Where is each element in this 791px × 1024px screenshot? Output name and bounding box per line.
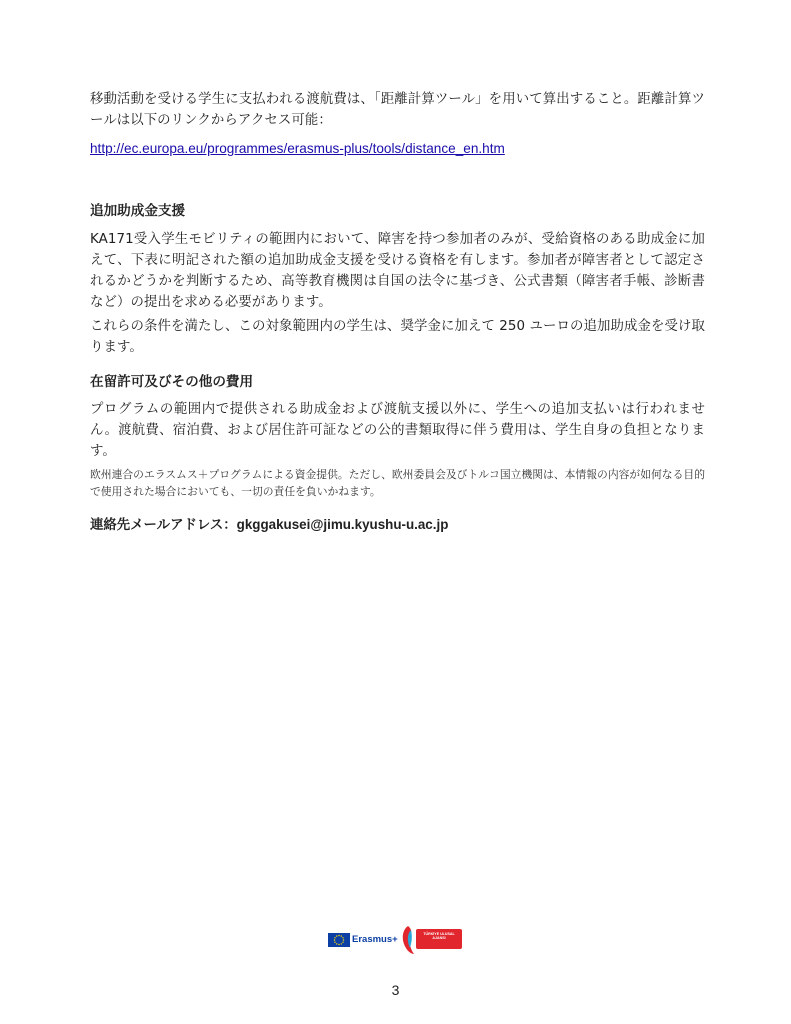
additional-support-paragraph-2: これらの条件を満たし、この対象範囲内の学生は、奨学金に加えて 250 ユーロの追加助成金を受け取ります。 — [90, 319, 705, 355]
residence-permit-heading: 在留許可及びその他の費用 — [90, 374, 254, 390]
footer-logos — [328, 924, 468, 956]
turkish-national-agency-logo — [398, 924, 462, 956]
distance-calculator-link[interactable]: http://ec.europa.eu/programmes/erasmus-plus/tools/distance_en.htm — [90, 141, 505, 156]
contact-email[interactable]: gkggakusei@jimu.kyushu-u.ac.jp — [236, 517, 449, 532]
additional-support-paragraph-1: KA171受入学生モビリティの範囲内において、障害を持つ参加者のみが、受給資格のある助成金に加えて、下表に明記された額の追加助成金支援を受ける資格を有します。参加者が障害者として認定されるかどうかを判断するため、高等教育機関は自国の法令に基づき、公式書類（障害者手帳、診断書など）の提出を求める必要があります。 — [90, 232, 705, 310]
erasmus-plus-logo-text: Erasmus+ — [352, 934, 398, 945]
contact-label: 連絡先メールアドレス： — [90, 518, 237, 533]
tr-logo-text: TÜRKİYE ULUSAL AJANSI — [423, 932, 455, 941]
eu-flag-icon — [328, 933, 350, 947]
additional-support-heading: 追加助成金支援 — [90, 203, 186, 219]
funding-disclaimer: 欧州連合のエラスムス＋プログラムによる資金提供。ただし、欧州委員会及びトルコ国立機関は、本情報の内容が如何なる目的で使用された場合においても、一切の責任を負いかねます。 — [90, 468, 705, 498]
residence-permit-paragraph: プログラムの範囲内で提供される助成金および渡航支援以外に、学生への追加支払いは行われません。渡航費、宿泊費、および居住許可証などの公的書類取得に伴う費用は、学生自身の負担となります。 — [90, 402, 705, 459]
travel-cost-paragraph: 移動活動を受ける学生に支払われる渡航費は、「距離計算ツール」を用いて算出すること。距離計算ツールは以下のリンクからアクセス可能： — [90, 92, 705, 128]
contact-line — [90, 514, 448, 533]
page-number: 3 — [391, 982, 400, 998]
